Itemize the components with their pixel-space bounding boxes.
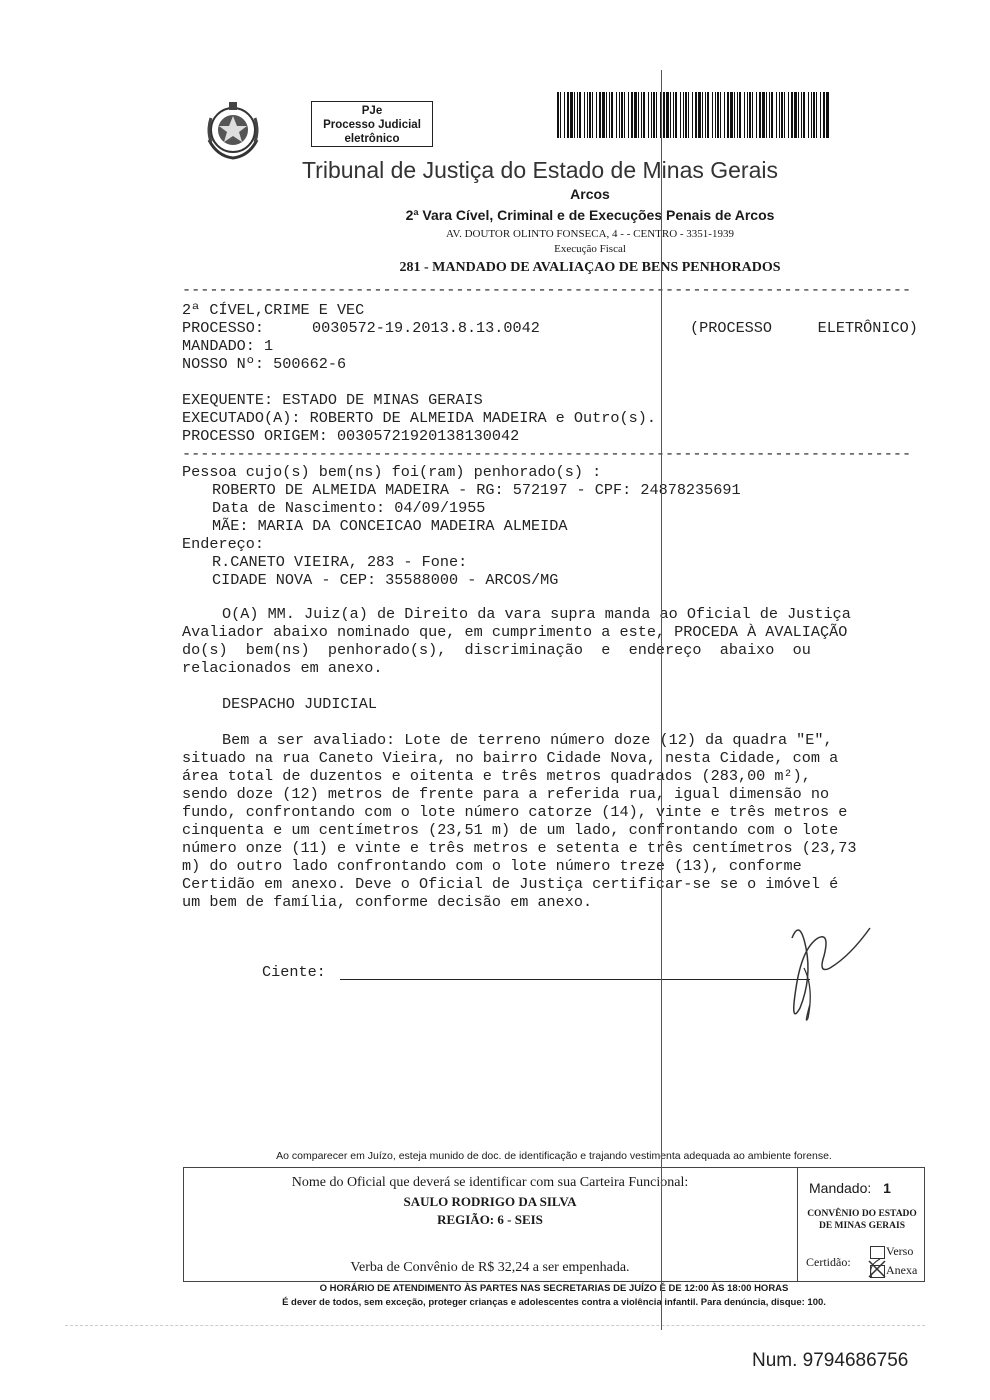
footer-notice: Ao comparecer em Juízo, esteja munido de doc. de identificação e trajando vestimenta adequada ao ambiente forense. [276, 1150, 832, 1162]
barcode-bar [643, 92, 645, 138]
barcode-bar [599, 92, 601, 138]
barcode-bar [695, 92, 697, 138]
barcode-bar [577, 92, 578, 138]
anexa-check-mark-icon [866, 1258, 888, 1280]
officer-intro: Nome do Oficial que deverá se identificar com sua Carteira Funcional: [291, 1175, 689, 1190]
order-line-3: do(s) bem(ns) penhorado(s), discriminação e endereço abaixo ou [182, 641, 811, 659]
address-street: R.CANETO VIEIRA, 283 - Fone: [212, 553, 468, 571]
barcode-bar [673, 92, 674, 138]
nosso-number: NOSSO Nº: 500662-6 [182, 355, 347, 373]
barcode-bar [724, 92, 725, 138]
mandado-label-text: Mandado: [809, 1180, 872, 1196]
despacho-line-5: fundo, confrontando com o lote número catorze (14), vinte e três metros e [182, 803, 848, 821]
processo-number: 0030572-19.2013.8.13.0042 [312, 319, 540, 337]
verso-label: Verso [886, 1244, 914, 1258]
barcode-bar [744, 92, 745, 138]
barcode-bar [759, 92, 761, 138]
barcode-bar [589, 92, 591, 138]
despacho-line-8: m) do outro lado confrontando com o lote número treze (13), conforme [182, 857, 802, 875]
officer-region: REGIÃO: 6 - SEIS [437, 1212, 543, 1227]
barcode-bar [717, 92, 719, 138]
despacho-line-4: sendo doze (12) metros de frente para a referida rua, igual dimensão no [182, 785, 830, 803]
barcode-bar [823, 92, 825, 138]
page-number: Num. 9794686756 [752, 1350, 909, 1371]
barcode-bar [727, 92, 729, 138]
barcode-bar [596, 92, 597, 138]
pje-line-2: Processo Judicial [323, 119, 421, 131]
coat-of-arms-seal [203, 100, 263, 162]
pje-label-box [311, 101, 433, 147]
barcode-bar [602, 92, 605, 138]
barcode-bar [737, 92, 738, 138]
mandado-value: 1 [883, 1180, 891, 1196]
court-address: AV. DOUTOR OLINTO FONSECA, 4 - - CENTRO - 3351-1939 [446, 228, 734, 240]
certidao-label: Certidão: [806, 1255, 851, 1269]
barcode-bar [698, 92, 701, 138]
barcode-bar [666, 92, 669, 138]
processo-label: PROCESSO: [182, 319, 265, 337]
barcode-bar [631, 92, 633, 138]
barcode-bar [670, 92, 671, 138]
despacho-line-2: situado na rua Caneto Vieira, no bairro Cidade Nova, nesta Cidade, com a [182, 749, 839, 767]
barcode-bar [624, 92, 625, 138]
processo-electronic-tag: (PROCESSO ELETRÔNICO) [690, 319, 918, 337]
barcode-bar [653, 92, 655, 138]
order-line-2: Avaliador abaixo nominado que, em cumprimento a este, PROCEDA À AVALIAÇÃO [182, 623, 848, 641]
barcode-bar [567, 92, 569, 138]
barcode-bar [794, 92, 797, 138]
barcode-bar [638, 92, 639, 138]
barcode-bar [611, 92, 613, 138]
barcode-bar [769, 92, 770, 138]
handwritten-signature [770, 908, 880, 1028]
order-line-1: O(A) MM. Juiz(a) de Direito da vara supra manda ao Oficial de Justiça [222, 605, 851, 623]
address-label: Endereço: [182, 535, 265, 553]
barcode-bar [766, 92, 767, 138]
barcode-bar [756, 92, 757, 138]
despacho-line-1: Bem a ser avaliado: Lote de terreno número doze (12) da quadra "E", [222, 731, 833, 749]
barcode-bar [752, 92, 753, 138]
barcode-bar [579, 92, 581, 138]
barcode-bar [587, 92, 588, 138]
barcode-bar [592, 92, 593, 138]
despacho-label: DESPACHO JUDICIAL [222, 695, 377, 713]
barcode-bar [634, 92, 637, 138]
scan-fold-line [661, 70, 662, 1330]
barcode-bar [762, 92, 765, 138]
barcode-bar [801, 92, 802, 138]
comarca: Arcos [570, 186, 610, 202]
barcode-bar [707, 92, 709, 138]
processo-origem: PROCESSO ORIGEM: 00305721920138130042 [182, 427, 520, 445]
person-intro: Pessoa cujo(s) bem(ns) foi(ram) penhorado(s) : [182, 463, 602, 481]
barcode-bar [791, 92, 793, 138]
barcode-bar [730, 92, 733, 138]
barcode-bar [788, 92, 789, 138]
barcode-bar [584, 92, 585, 138]
barcode-bar [685, 92, 687, 138]
document-title: 281 - MANDADO DE AVALIAÇAO DE BENS PENHORADOS [399, 260, 781, 275]
barcode-bar [702, 92, 703, 138]
address-city: CIDADE NOVA - CEP: 35588000 - ARCOS/MG [212, 571, 559, 589]
despacho-line-6: cinquenta e um centímetros (23,51 m) de um lado, confrontando com o lote [182, 821, 839, 839]
court-title: Tribunal de Justiça do Estado de Minas Gerais [301, 157, 778, 183]
convenio-line-1: CONVÊNIO DO ESTADO [807, 1209, 917, 1219]
barcode-bar [739, 92, 741, 138]
separator-middle: -------------------------------------------------------------------------------- [182, 445, 912, 463]
barcode-bar [798, 92, 799, 138]
person-birth: Data de Nascimento: 04/09/1955 [212, 499, 486, 517]
pje-line-1: PJe [361, 105, 383, 117]
barcode-bar [734, 92, 735, 138]
despacho-line-10: um bem de família, conforme decisão em anexo. [182, 893, 593, 911]
ciente-label: Ciente: [262, 963, 326, 981]
barcode-bar [720, 92, 721, 138]
executado: EXECUTADO(A): ROBERTO DE ALMEIDA MADEIRA e Outro(s). [182, 409, 656, 427]
officer-name: SAULO RODRIGO DA SILVA [403, 1194, 577, 1209]
barcode-bar [651, 92, 652, 138]
despacho-line-9: Certidão em anexo. Deve o Oficial de Justiça certificar-se se o imóvel é [182, 875, 839, 893]
barcode-bar [826, 92, 829, 138]
barcode-bar [688, 92, 689, 138]
barcode-bar [557, 92, 559, 138]
section-label: Execução Fiscal [554, 243, 626, 255]
barcode-bar [560, 92, 561, 138]
despacho-line-7: número onze (11) e vinte e três metros e setenta e três centímetros (23,73 [182, 839, 857, 857]
pje-line-3: eletrônico [344, 133, 400, 145]
separator-top: -------------------------------------------------------------------------------- [182, 281, 912, 299]
barcode-bar [648, 92, 649, 138]
barcode-bar [705, 92, 706, 138]
barcode-bar [811, 92, 812, 138]
barcode-bar [675, 92, 677, 138]
mandado-label [809, 1180, 891, 1196]
barcode-bar [619, 92, 620, 138]
child-protection-notice: É dever de todos, sem exceção, proteger crianças e adolescentes contra a violência infantil. Para denúncia, disque: 100. [282, 1297, 826, 1308]
barcode-bar [771, 92, 773, 138]
person-mother: MÃE: MARIA DA CONCEICAO MADEIRA ALMEIDA [212, 517, 568, 535]
barcode-bar [641, 92, 642, 138]
barcode-bar [715, 92, 716, 138]
mandado-number: MANDADO: 1 [182, 337, 274, 355]
barcode-bar [609, 92, 610, 138]
barcode-bar [779, 92, 780, 138]
barcode-bar [781, 92, 783, 138]
court-line: 2ª CÍVEL,CRIME E VEC [182, 301, 365, 319]
bottom-dashed-line [65, 1325, 925, 1326]
exequente: EXEQUENTE: ESTADO DE MINAS GERAIS [182, 391, 483, 409]
barcode-bar [808, 92, 809, 138]
barcode-bar [663, 92, 665, 138]
barcode-bar [813, 92, 815, 138]
barcode-bar [820, 92, 821, 138]
barcode-bar [816, 92, 817, 138]
barcode-bar [749, 92, 751, 138]
barcode-bar [616, 92, 617, 138]
verba-convenio: Verba de Convênio de R$ 32,24 a ser empenhada. [350, 1260, 630, 1275]
barcode-bar [628, 92, 629, 138]
barcode [557, 92, 832, 138]
barcode-bar [606, 92, 607, 138]
barcode-bar [680, 92, 681, 138]
convenio-line-2: DE MINAS GERAIS [818, 1221, 906, 1231]
barcode-bar [621, 92, 623, 138]
ciente-signature-line [340, 979, 810, 980]
despacho-line-3: área total de duzentos e oitenta e três metros quadrados (283,00 m²), [182, 767, 811, 785]
service-hours: O HORÁRIO DE ATENDIMENTO ÀS PARTES NAS SECRETARIAS DE JUÍZO É DE 12:00 ÀS 18:00 HORAS [319, 1283, 789, 1294]
vara-name: 2ª Vara Cível, Criminal e de Execuções Penais de Arcos [405, 207, 775, 223]
barcode-bar [712, 92, 713, 138]
anexa-label: Anexa [886, 1263, 918, 1277]
barcode-bar [564, 92, 565, 138]
barcode-bar [656, 92, 657, 138]
order-line-4: relacionados em anexo. [182, 659, 383, 677]
barcode-bar [570, 92, 573, 138]
barcode-bar [574, 92, 575, 138]
barcode-bar [776, 92, 777, 138]
barcode-bar [692, 92, 693, 138]
barcode-bar [747, 92, 748, 138]
person-name-line: ROBERTO DE ALMEIDA MADEIRA - RG: 572197 - CPF: 24878235691 [212, 481, 741, 499]
barcode-bar [784, 92, 785, 138]
barcode-bar [803, 92, 805, 138]
barcode-bar [683, 92, 684, 138]
